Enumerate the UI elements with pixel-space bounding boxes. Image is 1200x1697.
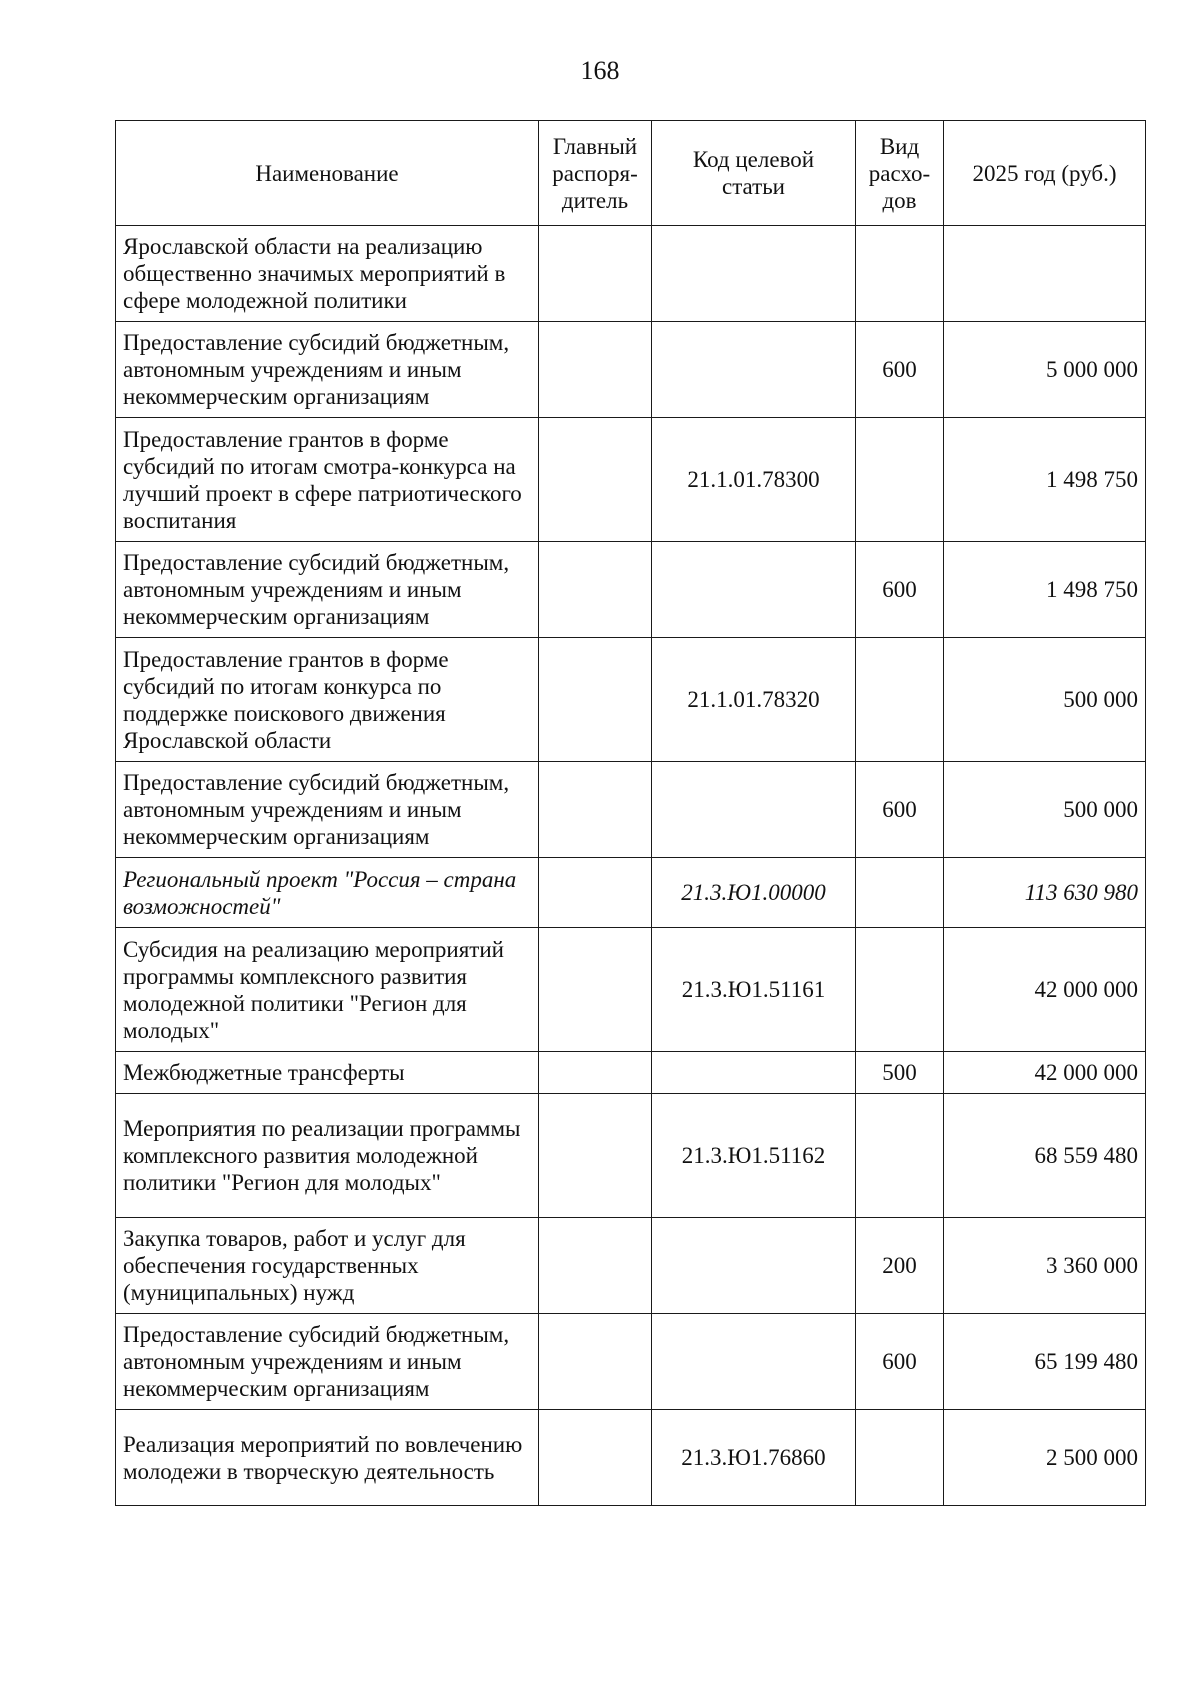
cell-kind (856, 1410, 944, 1506)
table-row (116, 1218, 1146, 1314)
cell-kind (856, 638, 944, 762)
cell-amount (944, 226, 1146, 322)
cell-kind: 600 (856, 542, 944, 638)
cell-name: Реализация мероприятий по вовлечению молодежи в творческую деятельность (116, 1410, 539, 1506)
cell-code (652, 542, 856, 638)
cell-admin (539, 1052, 652, 1094)
cell-code: 21.1.01.78300 (652, 418, 856, 542)
cell-admin (539, 928, 652, 1052)
cell-amount: 3 360 000 (944, 1218, 1146, 1314)
cell-name: Закупка товаров, работ и услуг для обеспечения государственных (муниципальных) нужд (116, 1218, 539, 1314)
cell-admin (539, 1094, 652, 1218)
cell-name: Предоставление субсидий бюджетным, автономным учреждениям и иным некоммерческим организациям (116, 1314, 539, 1410)
table-row (116, 762, 1146, 858)
cell-kind: 600 (856, 1314, 944, 1410)
cell-admin (539, 226, 652, 322)
table-row (116, 638, 1146, 762)
page-number: 168 (580, 56, 620, 85)
cell-admin (539, 322, 652, 418)
cell-name: Предоставление субсидий бюджетным, автономным учреждениям и иным некоммерческим организациям (116, 322, 539, 418)
cell-admin (539, 1314, 652, 1410)
cell-code (652, 1052, 856, 1094)
cell-name: Предоставление субсидий бюджетным, автономным учреждениям и иным некоммерческим организациям (116, 762, 539, 858)
cell-name: Субсидия на реализацию мероприятий программы комплексного развития молодежной политики "Регион для молодых" (116, 928, 539, 1052)
budget-table (115, 120, 1146, 1506)
cell-kind (856, 928, 944, 1052)
cell-code: 21.3.Ю1.51161 (652, 928, 856, 1052)
cell-admin (539, 542, 652, 638)
cell-kind (856, 226, 944, 322)
cell-code (652, 322, 856, 418)
table-row (116, 1314, 1146, 1410)
table-row (116, 322, 1146, 418)
table-row (116, 418, 1146, 542)
header-name: Наименование (116, 121, 539, 226)
cell-code (652, 1218, 856, 1314)
cell-kind: 500 (856, 1052, 944, 1094)
cell-name: Межбюджетные трансферты (116, 1052, 539, 1094)
cell-admin (539, 638, 652, 762)
cell-code: 21.1.01.78320 (652, 638, 856, 762)
cell-amount: 65 199 480 (944, 1314, 1146, 1410)
cell-code (652, 762, 856, 858)
cell-amount: 113 630 980 (944, 858, 1146, 928)
header-kind: Вид расхо-дов (856, 121, 944, 226)
cell-name: Мероприятия по реализации программы комплексного развития молодежной политики "Регион для молодых" (116, 1094, 539, 1218)
cell-admin (539, 762, 652, 858)
cell-admin (539, 1218, 652, 1314)
table-row (116, 928, 1146, 1052)
table-header-row (116, 121, 1146, 226)
cell-kind: 600 (856, 762, 944, 858)
cell-amount: 2 500 000 (944, 1410, 1146, 1506)
cell-name: Предоставление грантов в форме субсидий по итогам смотра-конкурса на лучший проект в сфере патриотического воспитания (116, 418, 539, 542)
table-row (116, 858, 1146, 928)
cell-kind (856, 858, 944, 928)
cell-name: Предоставление субсидий бюджетным, автономным учреждениям и иным некоммерческим организациям (116, 542, 539, 638)
cell-name: Предоставление грантов в форме субсидий по итогам конкурса по поддержке поискового движения Ярославской области (116, 638, 539, 762)
cell-amount: 42 000 000 (944, 928, 1146, 1052)
cell-kind (856, 1094, 944, 1218)
cell-amount: 68 559 480 (944, 1094, 1146, 1218)
cell-amount: 1 498 750 (944, 418, 1146, 542)
cell-name: Региональный проект "Россия – страна возможностей" (116, 858, 539, 928)
cell-admin (539, 418, 652, 542)
cell-code (652, 1314, 856, 1410)
cell-amount: 42 000 000 (944, 1052, 1146, 1094)
cell-name: Ярославской области на реализацию общественно значимых мероприятий в сфере молодежной политики (116, 226, 539, 322)
cell-kind (856, 418, 944, 542)
cell-admin (539, 858, 652, 928)
header-code: Код целевой статьи (652, 121, 856, 226)
cell-kind: 600 (856, 322, 944, 418)
table-row (116, 1410, 1146, 1506)
cell-code: 21.3.Ю1.00000 (652, 858, 856, 928)
header-amount: 2025 год (руб.) (944, 121, 1146, 226)
header-admin: Главный распоря-дитель (539, 121, 652, 226)
table-row (116, 1052, 1146, 1094)
cell-code (652, 226, 856, 322)
table-row (116, 1094, 1146, 1218)
table-row (116, 226, 1146, 322)
cell-amount: 1 498 750 (944, 542, 1146, 638)
cell-amount: 500 000 (944, 762, 1146, 858)
cell-amount: 500 000 (944, 638, 1146, 762)
cell-code: 21.3.Ю1.51162 (652, 1094, 856, 1218)
table-row (116, 542, 1146, 638)
cell-kind: 200 (856, 1218, 944, 1314)
cell-admin (539, 1410, 652, 1506)
cell-amount: 5 000 000 (944, 322, 1146, 418)
cell-code: 21.3.Ю1.76860 (652, 1410, 856, 1506)
